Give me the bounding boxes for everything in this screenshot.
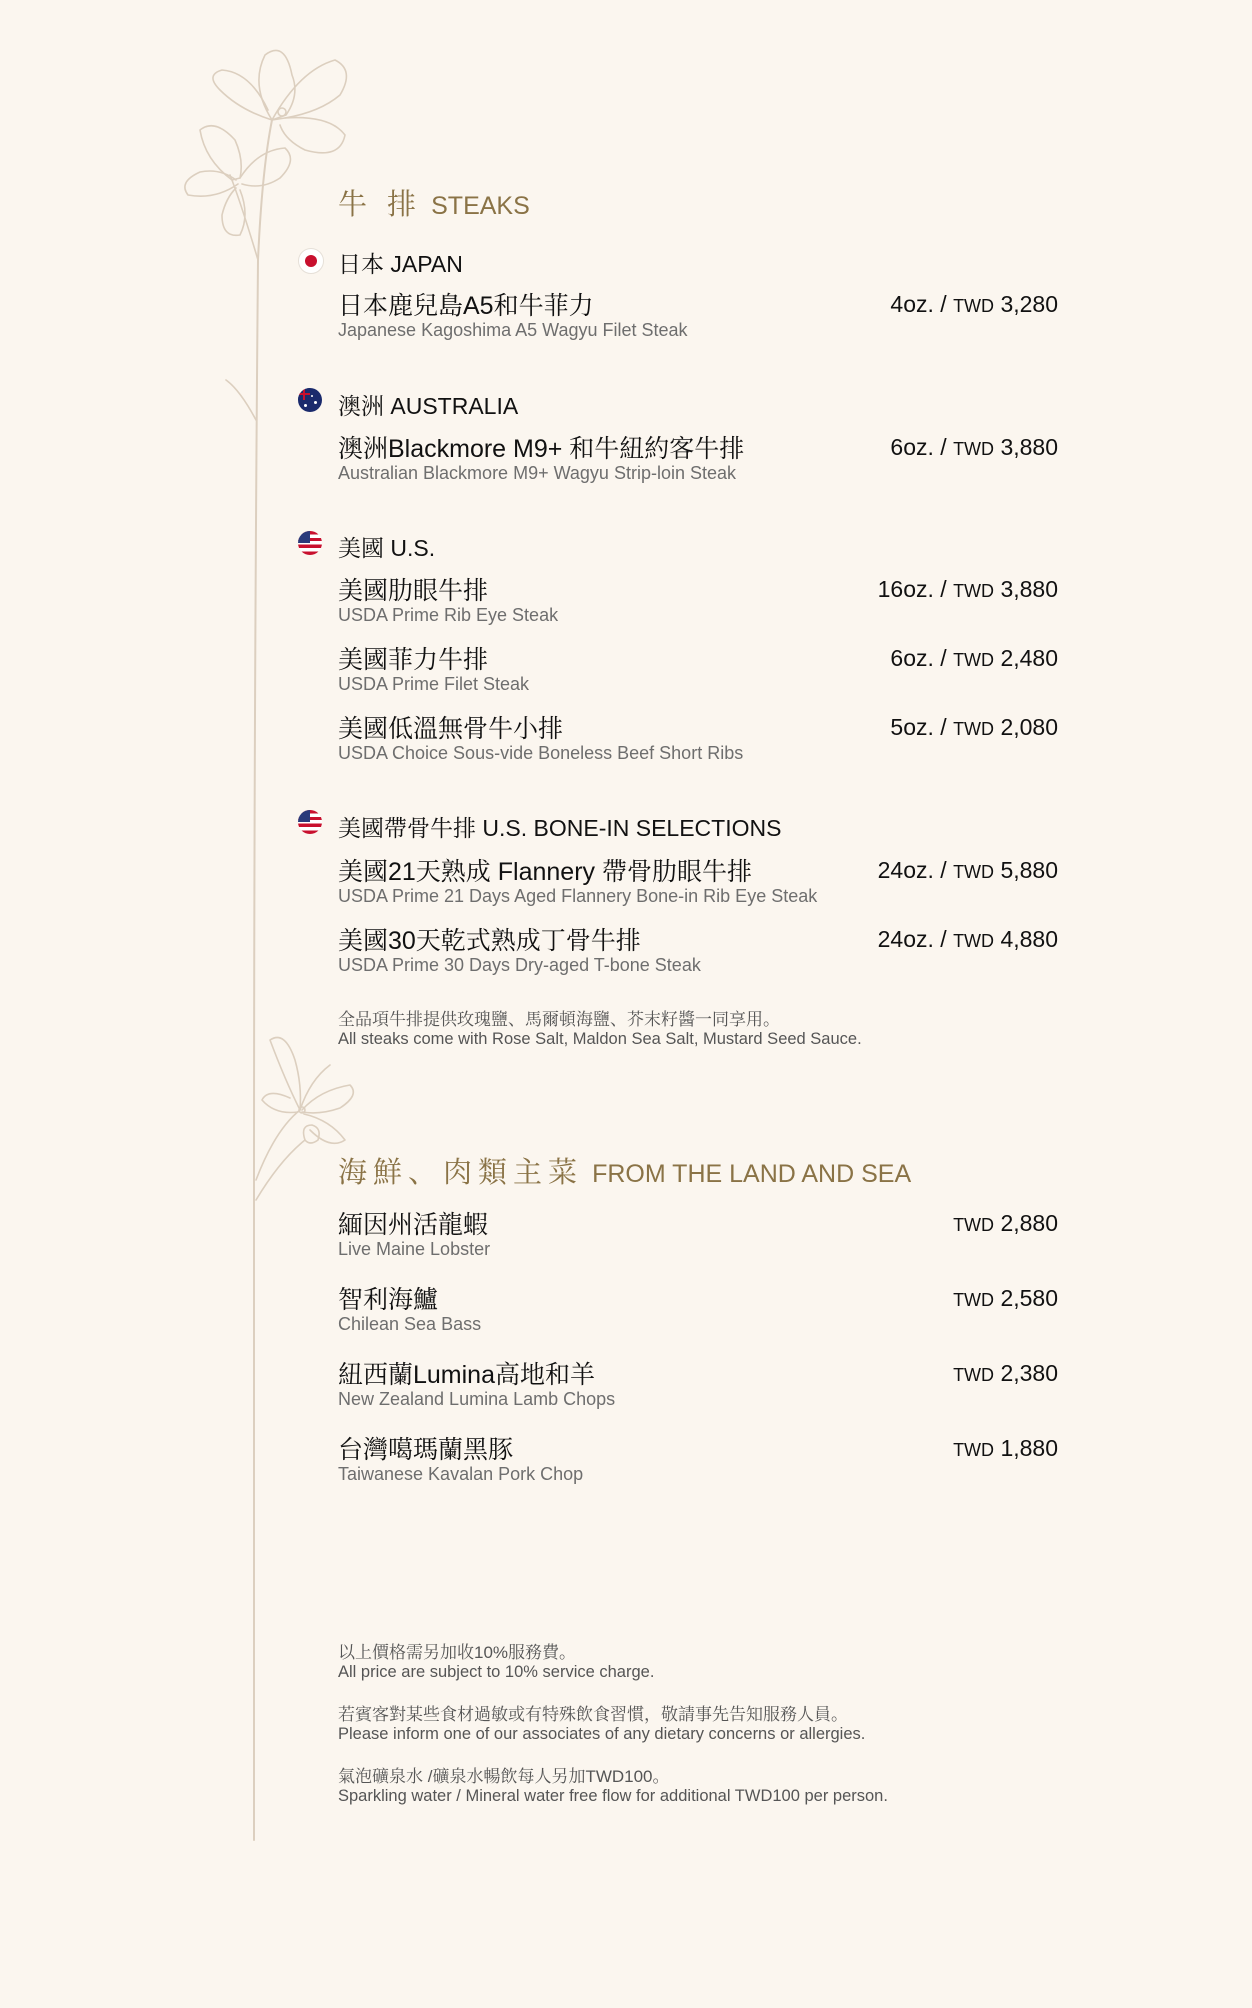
section-title-en: FROM THE LAND AND SEA (592, 1160, 912, 1188)
price-currency: TWD (953, 1365, 995, 1385)
usa-flag-icon (298, 531, 322, 555)
menu-item-price (878, 576, 1058, 603)
menu-item-name: 緬因州活龍蝦 (338, 1211, 489, 1239)
footer-note-cn: 若賓客對某些食材過敏或有特殊飲食習慣，敬請事先告知服務人員。 (338, 1705, 848, 1724)
menu-item-description: USDA Prime Filet Steak (338, 674, 530, 694)
price-amount: 5,880 (1000, 857, 1058, 883)
price-size: 6oz. / (890, 434, 947, 460)
menu-item-price (953, 1360, 1058, 1387)
section-title-cn: 牛 排 (338, 189, 423, 221)
menu-item-name: 美國30天乾式熟成丁骨牛排 (338, 927, 641, 955)
menu-item-name: 智利海鱸 (338, 1286, 439, 1314)
price-amount: 2,480 (1000, 645, 1058, 671)
price-amount: 2,580 (1000, 1285, 1058, 1311)
menu-item-price (878, 926, 1058, 953)
price-currency: TWD (953, 719, 995, 739)
menu-item-price (890, 714, 1058, 741)
price-currency: TWD (953, 931, 995, 951)
footer-note-en: Please inform one of our associates of any dietary concerns or allergies. (338, 1725, 866, 1743)
menu-item-description: Chilean Sea Bass (338, 1314, 482, 1334)
steak-note-cn: 全品項牛排提供玫瑰鹽、馬爾頓海鹽、芥末籽醬一同享用。 (338, 1010, 780, 1029)
menu-item-description: USDA Prime Rib Eye Steak (338, 605, 559, 625)
price-currency: TWD (953, 581, 995, 601)
menu-item-price (890, 291, 1058, 318)
price-currency: TWD (953, 1290, 995, 1310)
region-heading-australia: 澳洲 AUSTRALIA (338, 393, 519, 419)
footer-note-en: Sparkling water / Mineral water free flow for additional TWD100 per person. (338, 1787, 888, 1805)
menu-item-price (953, 1210, 1058, 1237)
price-size: 16oz. / (877, 576, 947, 602)
section-title-en: STEAKS (431, 192, 530, 220)
region-heading-us: 美國 U.S. (338, 535, 436, 561)
menu-item-description: New Zealand Lumina Lamb Chops (338, 1389, 616, 1409)
steak-note-en: All steaks come with Rose Salt, Maldon Sea Salt, Mustard Seed Sauce. (338, 1030, 862, 1048)
price-size: 24oz. / (877, 926, 947, 952)
region-heading-japan: 日本 JAPAN (338, 251, 463, 277)
price-amount: 3,880 (1000, 576, 1058, 602)
price-amount: 4,880 (1000, 926, 1058, 952)
menu-item-name: 台灣噶瑪蘭黑豚 (338, 1436, 514, 1464)
price-currency: TWD (953, 1215, 995, 1235)
usa-flag-icon (298, 810, 322, 834)
section-title-cn: 海鮮、肉類主菜 (338, 1157, 584, 1189)
price-size: 6oz. / (890, 645, 947, 671)
menu-item-name: 美國21天熟成 Flannery 帶骨肋眼牛排 (338, 858, 752, 886)
menu-item-description: Taiwanese Kavalan Pork Chop (338, 1464, 584, 1484)
section-title-land-sea (338, 1150, 911, 1191)
menu-item-price (890, 645, 1058, 672)
price-size: 4oz. / (890, 291, 947, 317)
menu-item-name: 紐西蘭Lumina高地和羊 (338, 1361, 595, 1389)
price-currency: TWD (953, 439, 995, 459)
menu-item-name: 美國菲力牛排 (338, 646, 489, 674)
menu-item-name: 日本鹿兒島A5和牛菲力 (338, 292, 594, 320)
price-currency: TWD (953, 650, 995, 670)
section-title-steaks (338, 182, 530, 223)
menu-item-name: 澳洲Blackmore M9+ 和牛紐約客牛排 (338, 435, 745, 463)
menu-item-name: 美國低溫無骨牛小排 (338, 715, 564, 743)
menu-item-description: Australian Blackmore M9+ Wagyu Strip-loin Steak (338, 463, 736, 483)
price-amount: 2,080 (1000, 714, 1058, 740)
price-currency: TWD (953, 862, 995, 882)
footer-note-cn: 以上價格需另加收10%服務費。 (338, 1643, 577, 1662)
price-currency: TWD (953, 296, 995, 316)
menu-item-price (953, 1285, 1058, 1312)
australia-flag-icon (298, 388, 322, 412)
menu-item-name: 美國肋眼牛排 (338, 577, 489, 605)
footer-note-en: All price are subject to 10% service charge. (338, 1663, 655, 1681)
japan-flag-icon (298, 248, 324, 274)
menu-item-description: USDA Choice Sous-vide Boneless Beef Short Ribs (338, 743, 744, 763)
menu-item-description: Japanese Kagoshima A5 Wagyu Filet Steak (338, 320, 688, 340)
price-amount: 3,280 (1000, 291, 1058, 317)
menu-item-price (878, 857, 1058, 884)
price-amount: 2,380 (1000, 1360, 1058, 1386)
menu-item-description: Live Maine Lobster (338, 1239, 491, 1259)
price-size: 5oz. / (890, 714, 947, 740)
price-currency: TWD (953, 1440, 995, 1460)
menu-item-price (953, 1435, 1058, 1462)
price-amount: 2,880 (1000, 1210, 1058, 1236)
footer-note-cn: 氣泡礦泉水 /礦泉水暢飲每人另加TWD100。 (338, 1767, 670, 1786)
price-amount: 1,880 (1000, 1435, 1058, 1461)
region-heading-us-bone-in: 美國帶骨牛排 U.S. BONE-IN SELECTIONS (338, 815, 782, 841)
price-size: 24oz. / (877, 857, 947, 883)
menu-item-price (890, 434, 1058, 461)
price-amount: 3,880 (1000, 434, 1058, 460)
menu-item-description: USDA Prime 21 Days Aged Flannery Bone-in Rib Eye Steak (338, 886, 818, 906)
menu-item-description: USDA Prime 30 Days Dry-aged T-bone Steak (338, 955, 701, 975)
